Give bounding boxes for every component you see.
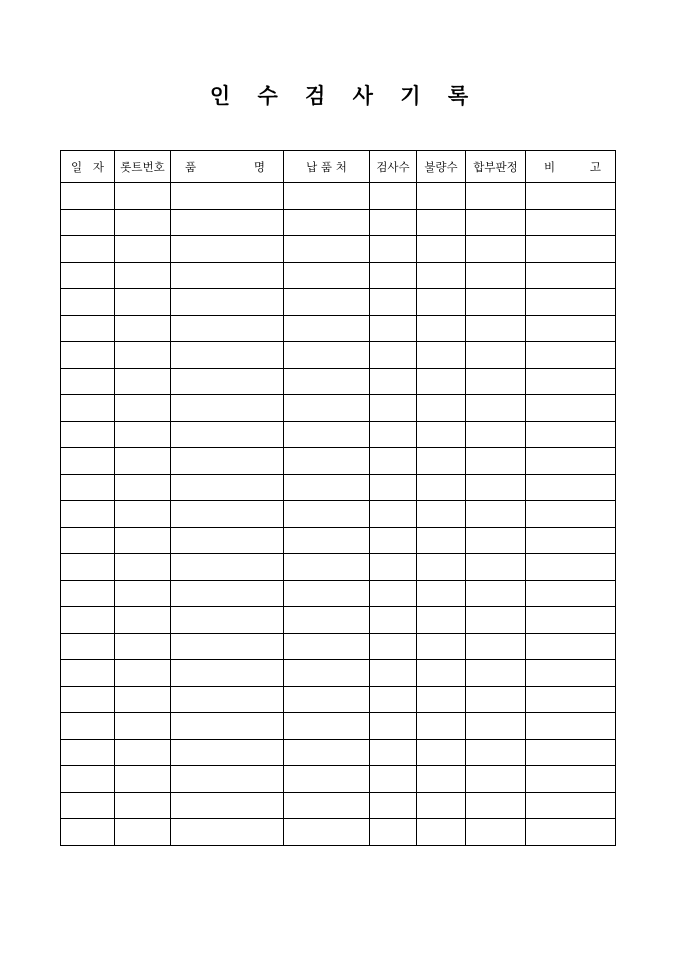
cell-item[interactable]	[171, 527, 284, 554]
cell-judgment[interactable]	[466, 395, 526, 422]
cell-item[interactable]	[171, 713, 284, 740]
cell-remarks[interactable]	[526, 501, 616, 528]
table-row	[61, 289, 616, 316]
cell-lot[interactable]	[115, 421, 171, 448]
cell-remarks[interactable]	[526, 713, 616, 740]
cell-judgment[interactable]	[466, 421, 526, 448]
cell-remarks[interactable]	[526, 633, 616, 660]
table-row	[61, 342, 616, 369]
cell-supplier[interactable]	[284, 342, 370, 369]
cell-date[interactable]	[61, 739, 115, 766]
cell-judgment[interactable]	[466, 342, 526, 369]
cell-supplier[interactable]	[284, 739, 370, 766]
table-header-row	[61, 151, 616, 183]
cell-lot[interactable]	[115, 262, 171, 289]
table-row	[61, 183, 616, 210]
cell-item[interactable]	[171, 739, 284, 766]
table-row	[61, 554, 616, 581]
cell-lot[interactable]	[115, 501, 171, 528]
header-supplier: 납 품 처	[284, 151, 370, 183]
cell-inspected[interactable]	[370, 660, 417, 687]
cell-judgment[interactable]	[466, 792, 526, 819]
cell-lot[interactable]	[115, 289, 171, 316]
cell-inspected[interactable]	[370, 501, 417, 528]
cell-defects[interactable]	[417, 421, 466, 448]
cell-inspected[interactable]	[370, 289, 417, 316]
table-row	[61, 660, 616, 687]
cell-remarks[interactable]	[526, 421, 616, 448]
cell-supplier[interactable]	[284, 474, 370, 501]
cell-remarks[interactable]	[526, 607, 616, 634]
cell-remarks[interactable]	[526, 527, 616, 554]
cell-judgment[interactable]	[466, 713, 526, 740]
cell-lot[interactable]	[115, 739, 171, 766]
cell-defects[interactable]	[417, 819, 466, 846]
table-row	[61, 713, 616, 740]
cell-date[interactable]	[61, 183, 115, 210]
cell-item[interactable]	[171, 289, 284, 316]
cell-defects[interactable]	[417, 607, 466, 634]
cell-item[interactable]	[171, 448, 284, 475]
cell-item[interactable]	[171, 474, 284, 501]
cell-supplier[interactable]	[284, 448, 370, 475]
cell-defects[interactable]	[417, 474, 466, 501]
cell-inspected[interactable]	[370, 527, 417, 554]
header-defect-count: 불량수	[417, 151, 466, 183]
cell-item[interactable]	[171, 395, 284, 422]
cell-remarks[interactable]	[526, 660, 616, 687]
cell-date[interactable]	[61, 368, 115, 395]
cell-defects[interactable]	[417, 580, 466, 607]
cell-date[interactable]	[61, 262, 115, 289]
cell-defects[interactable]	[417, 209, 466, 236]
cell-lot[interactable]	[115, 580, 171, 607]
table-row	[61, 792, 616, 819]
cell-remarks[interactable]	[526, 236, 616, 263]
cell-inspected[interactable]	[370, 448, 417, 475]
cell-lot[interactable]	[115, 183, 171, 210]
cell-inspected[interactable]	[370, 395, 417, 422]
cell-lot[interactable]	[115, 474, 171, 501]
cell-judgment[interactable]	[466, 766, 526, 793]
cell-lot[interactable]	[115, 554, 171, 581]
cell-defects[interactable]	[417, 501, 466, 528]
table-row	[61, 474, 616, 501]
cell-inspected[interactable]	[370, 580, 417, 607]
cell-lot[interactable]	[115, 448, 171, 475]
table-row	[61, 739, 616, 766]
cell-supplier[interactable]	[284, 766, 370, 793]
cell-remarks[interactable]	[526, 580, 616, 607]
cell-supplier[interactable]	[284, 633, 370, 660]
cell-inspected[interactable]	[370, 607, 417, 634]
cell-lot[interactable]	[115, 607, 171, 634]
cell-supplier[interactable]	[284, 527, 370, 554]
cell-supplier[interactable]	[284, 315, 370, 342]
cell-defects[interactable]	[417, 262, 466, 289]
table-row	[61, 501, 616, 528]
cell-judgment[interactable]	[466, 819, 526, 846]
cell-inspected[interactable]	[370, 209, 417, 236]
cell-remarks[interactable]	[526, 395, 616, 422]
cell-remarks[interactable]	[526, 315, 616, 342]
cell-inspected[interactable]	[370, 792, 417, 819]
cell-judgment[interactable]	[466, 607, 526, 634]
cell-remarks[interactable]	[526, 554, 616, 581]
cell-remarks[interactable]	[526, 819, 616, 846]
cell-date[interactable]	[61, 686, 115, 713]
cell-date[interactable]	[61, 395, 115, 422]
cell-judgment[interactable]	[466, 474, 526, 501]
cell-item[interactable]	[171, 501, 284, 528]
cell-item[interactable]	[171, 660, 284, 687]
cell-lot[interactable]	[115, 342, 171, 369]
cell-defects[interactable]	[417, 554, 466, 581]
table-row	[61, 421, 616, 448]
cell-judgment[interactable]	[466, 501, 526, 528]
table-row	[61, 315, 616, 342]
header-date: 일 자	[61, 151, 115, 183]
cell-lot[interactable]	[115, 766, 171, 793]
header-item-name: 품 명	[171, 151, 284, 183]
cell-defects[interactable]	[417, 633, 466, 660]
cell-lot[interactable]	[115, 633, 171, 660]
table-row	[61, 607, 616, 634]
cell-defects[interactable]	[417, 713, 466, 740]
cell-item[interactable]	[171, 183, 284, 210]
cell-defects[interactable]	[417, 289, 466, 316]
cell-item[interactable]	[171, 421, 284, 448]
cell-date[interactable]	[61, 527, 115, 554]
cell-supplier[interactable]	[284, 501, 370, 528]
cell-item[interactable]	[171, 792, 284, 819]
cell-judgment[interactable]	[466, 289, 526, 316]
table-row	[61, 580, 616, 607]
cell-supplier[interactable]	[284, 262, 370, 289]
table-row	[61, 527, 616, 554]
cell-remarks[interactable]	[526, 474, 616, 501]
cell-lot[interactable]	[115, 236, 171, 263]
cell-defects[interactable]	[417, 236, 466, 263]
cell-supplier[interactable]	[284, 792, 370, 819]
page-title: 인 수 검 사 기 록	[209, 83, 479, 108]
cell-supplier[interactable]	[284, 236, 370, 263]
cell-judgment[interactable]	[466, 739, 526, 766]
cell-date[interactable]	[61, 209, 115, 236]
cell-item[interactable]	[171, 342, 284, 369]
cell-date[interactable]	[61, 792, 115, 819]
cell-item[interactable]	[171, 819, 284, 846]
table-body	[61, 183, 616, 846]
cell-remarks[interactable]	[526, 289, 616, 316]
cell-supplier[interactable]	[284, 554, 370, 581]
cell-date[interactable]	[61, 474, 115, 501]
cell-inspected[interactable]	[370, 713, 417, 740]
cell-judgment[interactable]	[466, 580, 526, 607]
cell-supplier[interactable]	[284, 580, 370, 607]
cell-supplier[interactable]	[284, 607, 370, 634]
cell-inspected[interactable]	[370, 819, 417, 846]
cell-date[interactable]	[61, 554, 115, 581]
cell-inspected[interactable]	[370, 766, 417, 793]
cell-supplier[interactable]	[284, 183, 370, 210]
cell-inspected[interactable]	[370, 368, 417, 395]
cell-defects[interactable]	[417, 395, 466, 422]
header-judgment: 합부판정	[466, 151, 526, 183]
cell-defects[interactable]	[417, 660, 466, 687]
cell-lot[interactable]	[115, 368, 171, 395]
cell-date[interactable]	[61, 421, 115, 448]
cell-judgment[interactable]	[466, 368, 526, 395]
cell-judgment[interactable]	[466, 209, 526, 236]
cell-item[interactable]	[171, 766, 284, 793]
cell-remarks[interactable]	[526, 209, 616, 236]
cell-judgment[interactable]	[466, 448, 526, 475]
cell-judgment[interactable]	[466, 554, 526, 581]
cell-judgment[interactable]	[466, 315, 526, 342]
cell-lot[interactable]	[115, 686, 171, 713]
cell-lot[interactable]	[115, 660, 171, 687]
cell-judgment[interactable]	[466, 660, 526, 687]
cell-item[interactable]	[171, 315, 284, 342]
cell-lot[interactable]	[115, 792, 171, 819]
cell-supplier[interactable]	[284, 421, 370, 448]
cell-date[interactable]	[61, 607, 115, 634]
cell-remarks[interactable]	[526, 342, 616, 369]
inspection-record-table	[60, 150, 616, 846]
cell-judgment[interactable]	[466, 633, 526, 660]
cell-date[interactable]	[61, 236, 115, 263]
table-row	[61, 262, 616, 289]
header-remarks: 비 고	[526, 151, 616, 183]
cell-date[interactable]	[61, 501, 115, 528]
cell-supplier[interactable]	[284, 395, 370, 422]
cell-supplier[interactable]	[284, 819, 370, 846]
cell-inspected[interactable]	[370, 686, 417, 713]
cell-date[interactable]	[61, 289, 115, 316]
cell-item[interactable]	[171, 686, 284, 713]
cell-item[interactable]	[171, 236, 284, 263]
cell-inspected[interactable]	[370, 739, 417, 766]
cell-supplier[interactable]	[284, 686, 370, 713]
cell-inspected[interactable]	[370, 262, 417, 289]
cell-date[interactable]	[61, 315, 115, 342]
cell-lot[interactable]	[115, 209, 171, 236]
cell-supplier[interactable]	[284, 660, 370, 687]
cell-lot[interactable]	[115, 395, 171, 422]
table-row	[61, 209, 616, 236]
cell-item[interactable]	[171, 633, 284, 660]
cell-item[interactable]	[171, 580, 284, 607]
cell-judgment[interactable]	[466, 686, 526, 713]
cell-inspected[interactable]	[370, 554, 417, 581]
header-lot-number: 롯트번호	[115, 151, 171, 183]
cell-lot[interactable]	[115, 315, 171, 342]
cell-judgment[interactable]	[466, 262, 526, 289]
cell-defects[interactable]	[417, 792, 466, 819]
header-inspected-count: 검사수	[370, 151, 417, 183]
cell-date[interactable]	[61, 660, 115, 687]
cell-date[interactable]	[61, 819, 115, 846]
cell-date[interactable]	[61, 633, 115, 660]
cell-lot[interactable]	[115, 819, 171, 846]
cell-supplier[interactable]	[284, 289, 370, 316]
cell-remarks[interactable]	[526, 766, 616, 793]
cell-inspected[interactable]	[370, 474, 417, 501]
cell-defects[interactable]	[417, 739, 466, 766]
cell-defects[interactable]	[417, 686, 466, 713]
cell-remarks[interactable]	[526, 739, 616, 766]
cell-remarks[interactable]	[526, 686, 616, 713]
table-row	[61, 766, 616, 793]
cell-remarks[interactable]	[526, 262, 616, 289]
cell-item[interactable]	[171, 607, 284, 634]
cell-defects[interactable]	[417, 766, 466, 793]
cell-date[interactable]	[61, 342, 115, 369]
cell-inspected[interactable]	[370, 342, 417, 369]
cell-item[interactable]	[171, 554, 284, 581]
cell-inspected[interactable]	[370, 315, 417, 342]
cell-defects[interactable]	[417, 448, 466, 475]
cell-item[interactable]	[171, 209, 284, 236]
cell-supplier[interactable]	[284, 209, 370, 236]
cell-defects[interactable]	[417, 183, 466, 210]
table-row	[61, 368, 616, 395]
table-row	[61, 819, 616, 846]
cell-item[interactable]	[171, 262, 284, 289]
cell-supplier[interactable]	[284, 713, 370, 740]
table-row	[61, 236, 616, 263]
cell-judgment[interactable]	[466, 183, 526, 210]
cell-date[interactable]	[61, 766, 115, 793]
cell-defects[interactable]	[417, 527, 466, 554]
cell-judgment[interactable]	[466, 527, 526, 554]
cell-remarks[interactable]	[526, 448, 616, 475]
cell-date[interactable]	[61, 448, 115, 475]
cell-defects[interactable]	[417, 368, 466, 395]
cell-defects[interactable]	[417, 342, 466, 369]
cell-date[interactable]	[61, 713, 115, 740]
cell-supplier[interactable]	[284, 368, 370, 395]
cell-lot[interactable]	[115, 527, 171, 554]
cell-item[interactable]	[171, 368, 284, 395]
cell-lot[interactable]	[115, 713, 171, 740]
cell-defects[interactable]	[417, 315, 466, 342]
cell-remarks[interactable]	[526, 792, 616, 819]
cell-inspected[interactable]	[370, 183, 417, 210]
cell-inspected[interactable]	[370, 421, 417, 448]
table-row	[61, 633, 616, 660]
cell-judgment[interactable]	[466, 236, 526, 263]
cell-inspected[interactable]	[370, 236, 417, 263]
table-row	[61, 395, 616, 422]
table-row	[61, 686, 616, 713]
cell-inspected[interactable]	[370, 633, 417, 660]
cell-remarks[interactable]	[526, 368, 616, 395]
cell-remarks[interactable]	[526, 183, 616, 210]
cell-date[interactable]	[61, 580, 115, 607]
table-row	[61, 448, 616, 475]
